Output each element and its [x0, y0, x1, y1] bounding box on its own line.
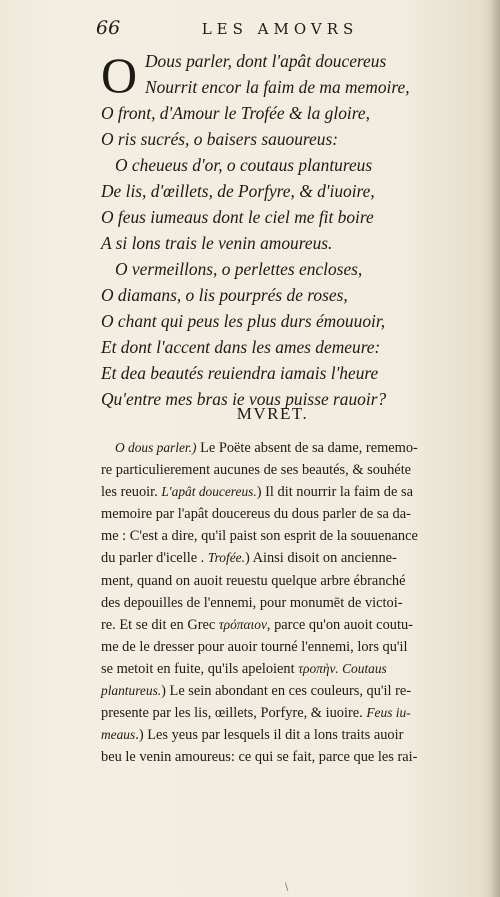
- page-number: 66: [96, 17, 121, 39]
- commentary-text: [101, 437, 453, 768]
- commentary-run: ) Le sein abondant en ces couleurs, qu'il re-: [161, 683, 412, 700]
- lemma-text: τρόπαιον: [218, 616, 267, 632]
- commentary-run: .) Les yeus par lesquels il dit a lons traits auoir: [135, 727, 404, 744]
- commentary-heading: MVRET.: [236, 404, 309, 423]
- lemma-text: Trofée.: [207, 550, 245, 566]
- poem-line: A si lons trais le venin amoureus.: [101, 233, 333, 253]
- poem-line: [101, 74, 446, 100]
- poem-line: O diamans, o lis pourprés de roses,: [101, 285, 348, 305]
- poem-line: O ris sucrés, o baisers sauoureus:: [101, 129, 339, 149]
- poem-line: O chant qui peus les plus durs émouuoir,: [101, 311, 386, 331]
- commentary-line: [101, 658, 453, 680]
- commentary-line: [101, 503, 453, 525]
- commentary-run: ) Il dit nourrir la faim de sa: [256, 484, 413, 501]
- commentary-run: me de le dresser pour auoir tourné l'ennemi, lors qu'il: [101, 638, 408, 655]
- commentary-run: me : C'est a dire, qu'il paist son esprit de la souuenance: [101, 528, 418, 545]
- poem-line: De lis, d'œillets, de Porfyre, & d'iuoire,: [101, 181, 375, 201]
- lemma-text: O dous parler.): [115, 440, 197, 455]
- commentary-run: re particulierement aucunes de ses beautés, & souhéte: [101, 462, 412, 479]
- lemma-text: plantureus.: [101, 683, 162, 699]
- poem-line: Et dont l'accent dans les ames demeure:: [101, 337, 381, 357]
- poem-line: Qu'entre mes bras ie vous puisse rauoir?: [101, 389, 387, 409]
- poem-line-text: Dous parler, dont l'apât doucereus: [145, 51, 387, 71]
- commentary-line: [101, 525, 453, 547]
- poem-line: O front, d'Amour le Trofée & la gloire,: [101, 103, 370, 123]
- commentary-line: [101, 680, 453, 702]
- poem-line: O cheueus d'or, o coutaus plantureus: [115, 155, 373, 175]
- lemma-text: Feus iu-: [366, 705, 411, 721]
- commentary-run: ment, quand on auoit reuestu quelque arbre ébranché: [101, 572, 406, 589]
- poem-line: O feus iumeaus dont le ciel me fit boire: [101, 207, 374, 227]
- commentary-line: [101, 570, 453, 592]
- commentary-run: beu le venin amoureus: ce qui se fait, parce que les rai-: [101, 749, 418, 766]
- commentary-line: [101, 547, 453, 569]
- commentary-line: [101, 481, 453, 503]
- poem-line-text: Nourrit encor la faim de ma memoire,: [145, 77, 410, 97]
- commentary-run: , parce qu'on auoit coutu-: [266, 616, 413, 633]
- commentary-line: [101, 437, 453, 459]
- commentary-run: se metoit en fuite, qu'ils apeloient: [101, 660, 299, 677]
- lemma-text: τροπὴν. Coutaus: [298, 660, 387, 676]
- lemma-text: L'apât doucereus.: [161, 484, 257, 500]
- commentary-line: [101, 724, 453, 746]
- sonnet: [101, 48, 446, 412]
- lemma-text: meaus: [101, 727, 136, 743]
- commentary-run: Le Poëte absent de sa dame, rememo-: [196, 440, 418, 456]
- commentary-run: presente par les lis, œillets, Porfyre, & iuoire.: [101, 705, 367, 722]
- commentary-line: [101, 746, 453, 768]
- commentary-run: memoire par l'apât doucereus du dous parler de sa da-: [101, 506, 411, 523]
- commentary-run: les reuoir.: [101, 484, 162, 501]
- commentary-line: [101, 636, 453, 658]
- drop-cap: O: [101, 47, 138, 103]
- page-header: [96, 17, 464, 43]
- running-title: LES AMOVRS: [201, 20, 359, 38]
- commentary-line: [101, 459, 453, 481]
- commentary-run: ) Ainsi disoit on ancienne-: [244, 550, 397, 567]
- poem-line: Et dea beautés reuiendra iamais l'heure: [101, 363, 379, 383]
- commentary-line: [101, 702, 453, 724]
- commentary-run: re. Et se dit en Grec: [101, 616, 219, 633]
- poem-line: O vermeillons, o perlettes encloses,: [115, 259, 363, 279]
- commentary-run: des depouilles de l'ennemi, pour monumēt de victoi-: [101, 594, 403, 611]
- commentary-run: du parler d'icelle .: [101, 550, 208, 567]
- commentary-line: [101, 614, 453, 636]
- commentary-line: [101, 592, 453, 614]
- page-mark: \: [285, 882, 289, 893]
